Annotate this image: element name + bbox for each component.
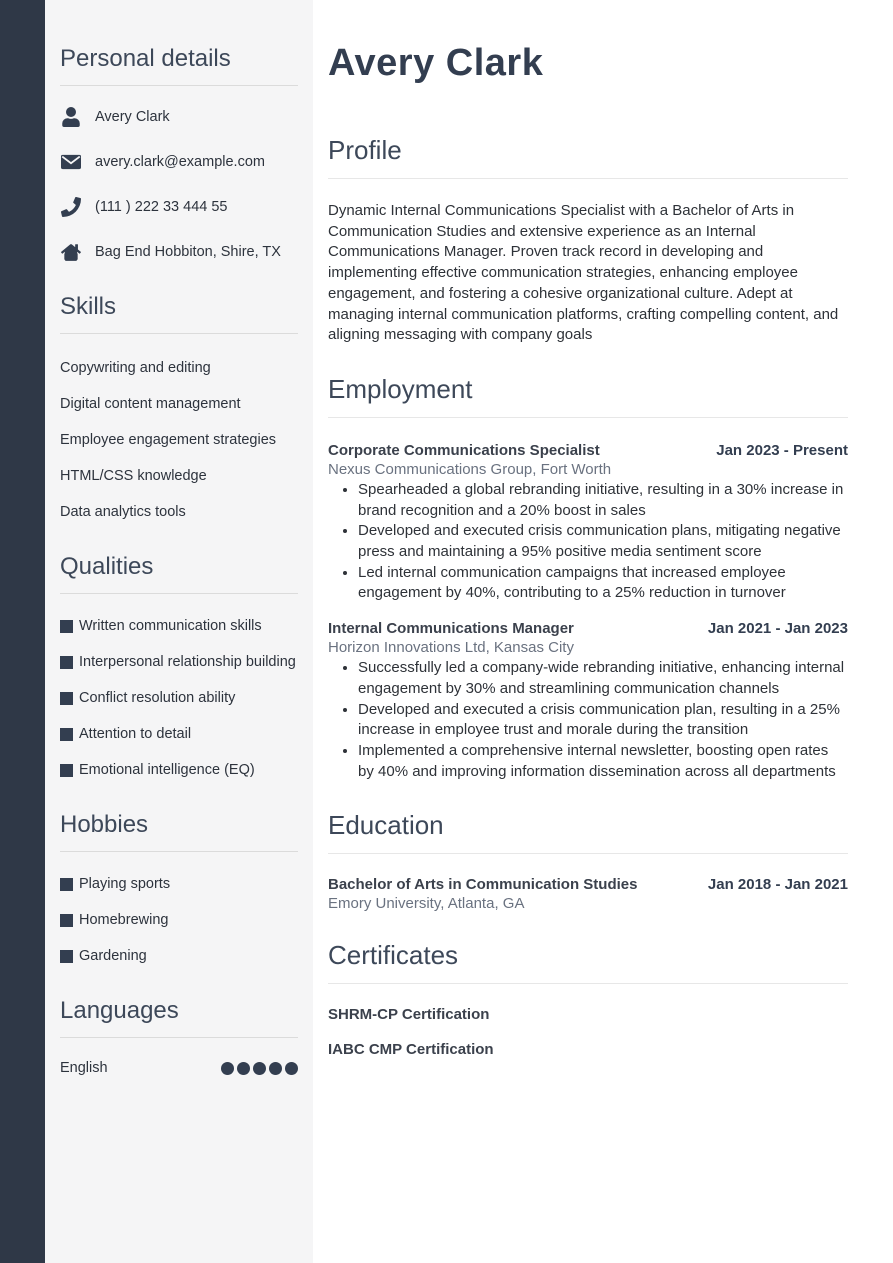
personal-details-heading: Personal details <box>60 45 298 86</box>
hobbies-list <box>60 874 298 967</box>
certificate-item: SHRM-CP Certification <box>328 1006 490 1024</box>
skill-item: Employee engagement strategies <box>60 432 277 448</box>
job-title: Internal Communications Manager <box>328 620 574 638</box>
profile-heading: Profile <box>328 135 848 179</box>
skills-heading: Skills <box>60 293 298 334</box>
contact-list <box>60 106 298 263</box>
employment-heading: Employment <box>328 374 848 418</box>
contact-item-name <box>60 106 298 128</box>
hobby-item <box>60 910 298 931</box>
contact-phone-text: (111 ) 222 33 444 55 <box>95 199 228 215</box>
square-bullet-icon <box>60 764 73 777</box>
job-bullet: • Spearheaded a global rebranding initiative, resulting in a 30% increase in brand recognition and a 20% boost in sales <box>358 480 848 521</box>
quality-label: Emotional intelligence (EQ) <box>79 762 255 778</box>
education-section <box>328 810 848 912</box>
job-bullet-list <box>328 658 848 782</box>
level-dot-icon <box>221 1062 234 1075</box>
skill-item: Digital content management <box>60 396 241 412</box>
square-bullet-icon <box>60 878 73 891</box>
quality-item <box>60 724 298 745</box>
education-dates: Jan 2018 - Jan 2021 <box>707 876 848 894</box>
qualities-heading: Qualities <box>60 553 298 594</box>
hobbies-section <box>60 811 298 967</box>
quality-label: Written communication skills <box>79 618 262 634</box>
employment-entry <box>328 620 848 782</box>
job-bullet: • Developed and executed crisis communication plans, mitigating negative press and maintaining a 95% positive media sentiment score <box>358 521 848 562</box>
job-bullet: • Successfully led a company-wide rebranding initiative, enhancing internal engagement by 30% and streamlining communication channels <box>358 658 848 699</box>
resume-main <box>313 0 893 1263</box>
quality-item <box>60 616 298 637</box>
employment-entry <box>328 442 848 604</box>
language-row <box>60 1060 298 1076</box>
level-dot-icon <box>237 1062 250 1075</box>
home-icon <box>60 241 82 263</box>
skill-item: Copywriting and editing <box>60 360 211 376</box>
profile-text: Dynamic Internal Communications Specialist with a Bachelor of Arts in Communication Studies and extensive experience as an Internal Communications Manager. Proven track record in developing and implementing effective communication strategies, enhancing employee engagement, and fostering a cohesive organizational culture. Adept at managing internal communication platforms, crafting compelling content, and aligning messaging with company goals <box>328 202 839 344</box>
job-header <box>328 620 848 637</box>
hobby-label: Homebrewing <box>79 912 169 928</box>
qualities-section <box>60 553 298 781</box>
hobbies-heading: Hobbies <box>60 811 298 852</box>
job-bullet: • Led internal communication campaigns that increased employee engagement by 40%, contributing to a 25% reduction in turnover <box>358 563 848 604</box>
sidebar <box>45 0 313 1263</box>
languages-section <box>60 997 298 1076</box>
square-bullet-icon <box>60 914 73 927</box>
quality-label: Interpersonal relationship building <box>79 654 296 670</box>
level-dot-icon <box>253 1062 266 1075</box>
job-bullet: • Implemented a comprehensive internal newsletter, boosting open rates by 40% and improving information dissemination across all departments <box>358 741 848 782</box>
languages-heading: Languages <box>60 997 298 1038</box>
hobby-label: Gardening <box>79 948 147 964</box>
job-header <box>328 442 848 459</box>
skills-list <box>60 358 298 523</box>
job-company: Horizon Innovations Ltd, Kansas City <box>328 639 574 657</box>
skill-item: HTML/CSS knowledge <box>60 468 207 484</box>
language-name: English <box>60 1060 108 1076</box>
skills-section <box>60 293 298 523</box>
job-bullet-list <box>328 480 848 604</box>
job-dates: Jan 2023 - Present <box>716 441 848 459</box>
contact-email-text: avery.clark@example.com <box>95 154 265 170</box>
job-bullet: • Developed and executed a crisis communication plan, resulting in a 25% increase in employee trust and morale during the transition <box>358 700 848 741</box>
education-entry <box>328 876 848 912</box>
education-header <box>328 876 848 893</box>
hobby-label: Playing sports <box>79 876 171 892</box>
education-degree: Bachelor of Arts in Communication Studies <box>328 876 638 894</box>
person-icon <box>60 106 82 128</box>
square-bullet-icon <box>60 656 73 669</box>
qualities-list <box>60 616 298 781</box>
contact-item-phone <box>60 196 298 218</box>
quality-item <box>60 652 298 673</box>
quality-item <box>60 760 298 781</box>
personal-details-section <box>60 45 298 263</box>
profile-section <box>328 135 848 346</box>
square-bullet-icon <box>60 692 73 705</box>
contact-item-address <box>60 241 298 263</box>
contact-address-text: Bag End Hobbiton, Shire, TX <box>95 244 281 260</box>
quality-item <box>60 688 298 709</box>
phone-icon <box>60 196 82 218</box>
quality-label: Attention to detail <box>79 726 192 742</box>
hobby-item <box>60 874 298 895</box>
language-level-dots <box>221 1062 298 1075</box>
contact-item-email <box>60 151 298 173</box>
job-dates: Jan 2021 - Jan 2023 <box>707 620 848 638</box>
employment-section <box>328 374 848 782</box>
quality-label: Conflict resolution ability <box>79 690 236 706</box>
job-company: Nexus Communications Group, Fort Worth <box>328 460 612 478</box>
hobby-item <box>60 946 298 967</box>
skill-item: Data analytics tools <box>60 504 186 520</box>
envelope-icon <box>60 151 82 173</box>
square-bullet-icon <box>60 620 73 633</box>
accent-strip <box>0 0 45 1263</box>
certificates-heading: Certificates <box>328 940 848 984</box>
contact-name-text: Avery Clark <box>95 109 170 125</box>
level-dot-icon <box>285 1062 298 1075</box>
job-title: Corporate Communications Specialist <box>328 441 600 459</box>
square-bullet-icon <box>60 950 73 963</box>
level-dot-icon <box>269 1062 282 1075</box>
education-heading: Education <box>328 810 848 854</box>
certificates-section <box>328 940 848 1058</box>
square-bullet-icon <box>60 728 73 741</box>
certificate-item: IABC CMP Certification <box>328 1041 494 1059</box>
resume-name: Avery Clark <box>328 42 544 84</box>
education-school: Emory University, Atlanta, GA <box>328 895 525 913</box>
